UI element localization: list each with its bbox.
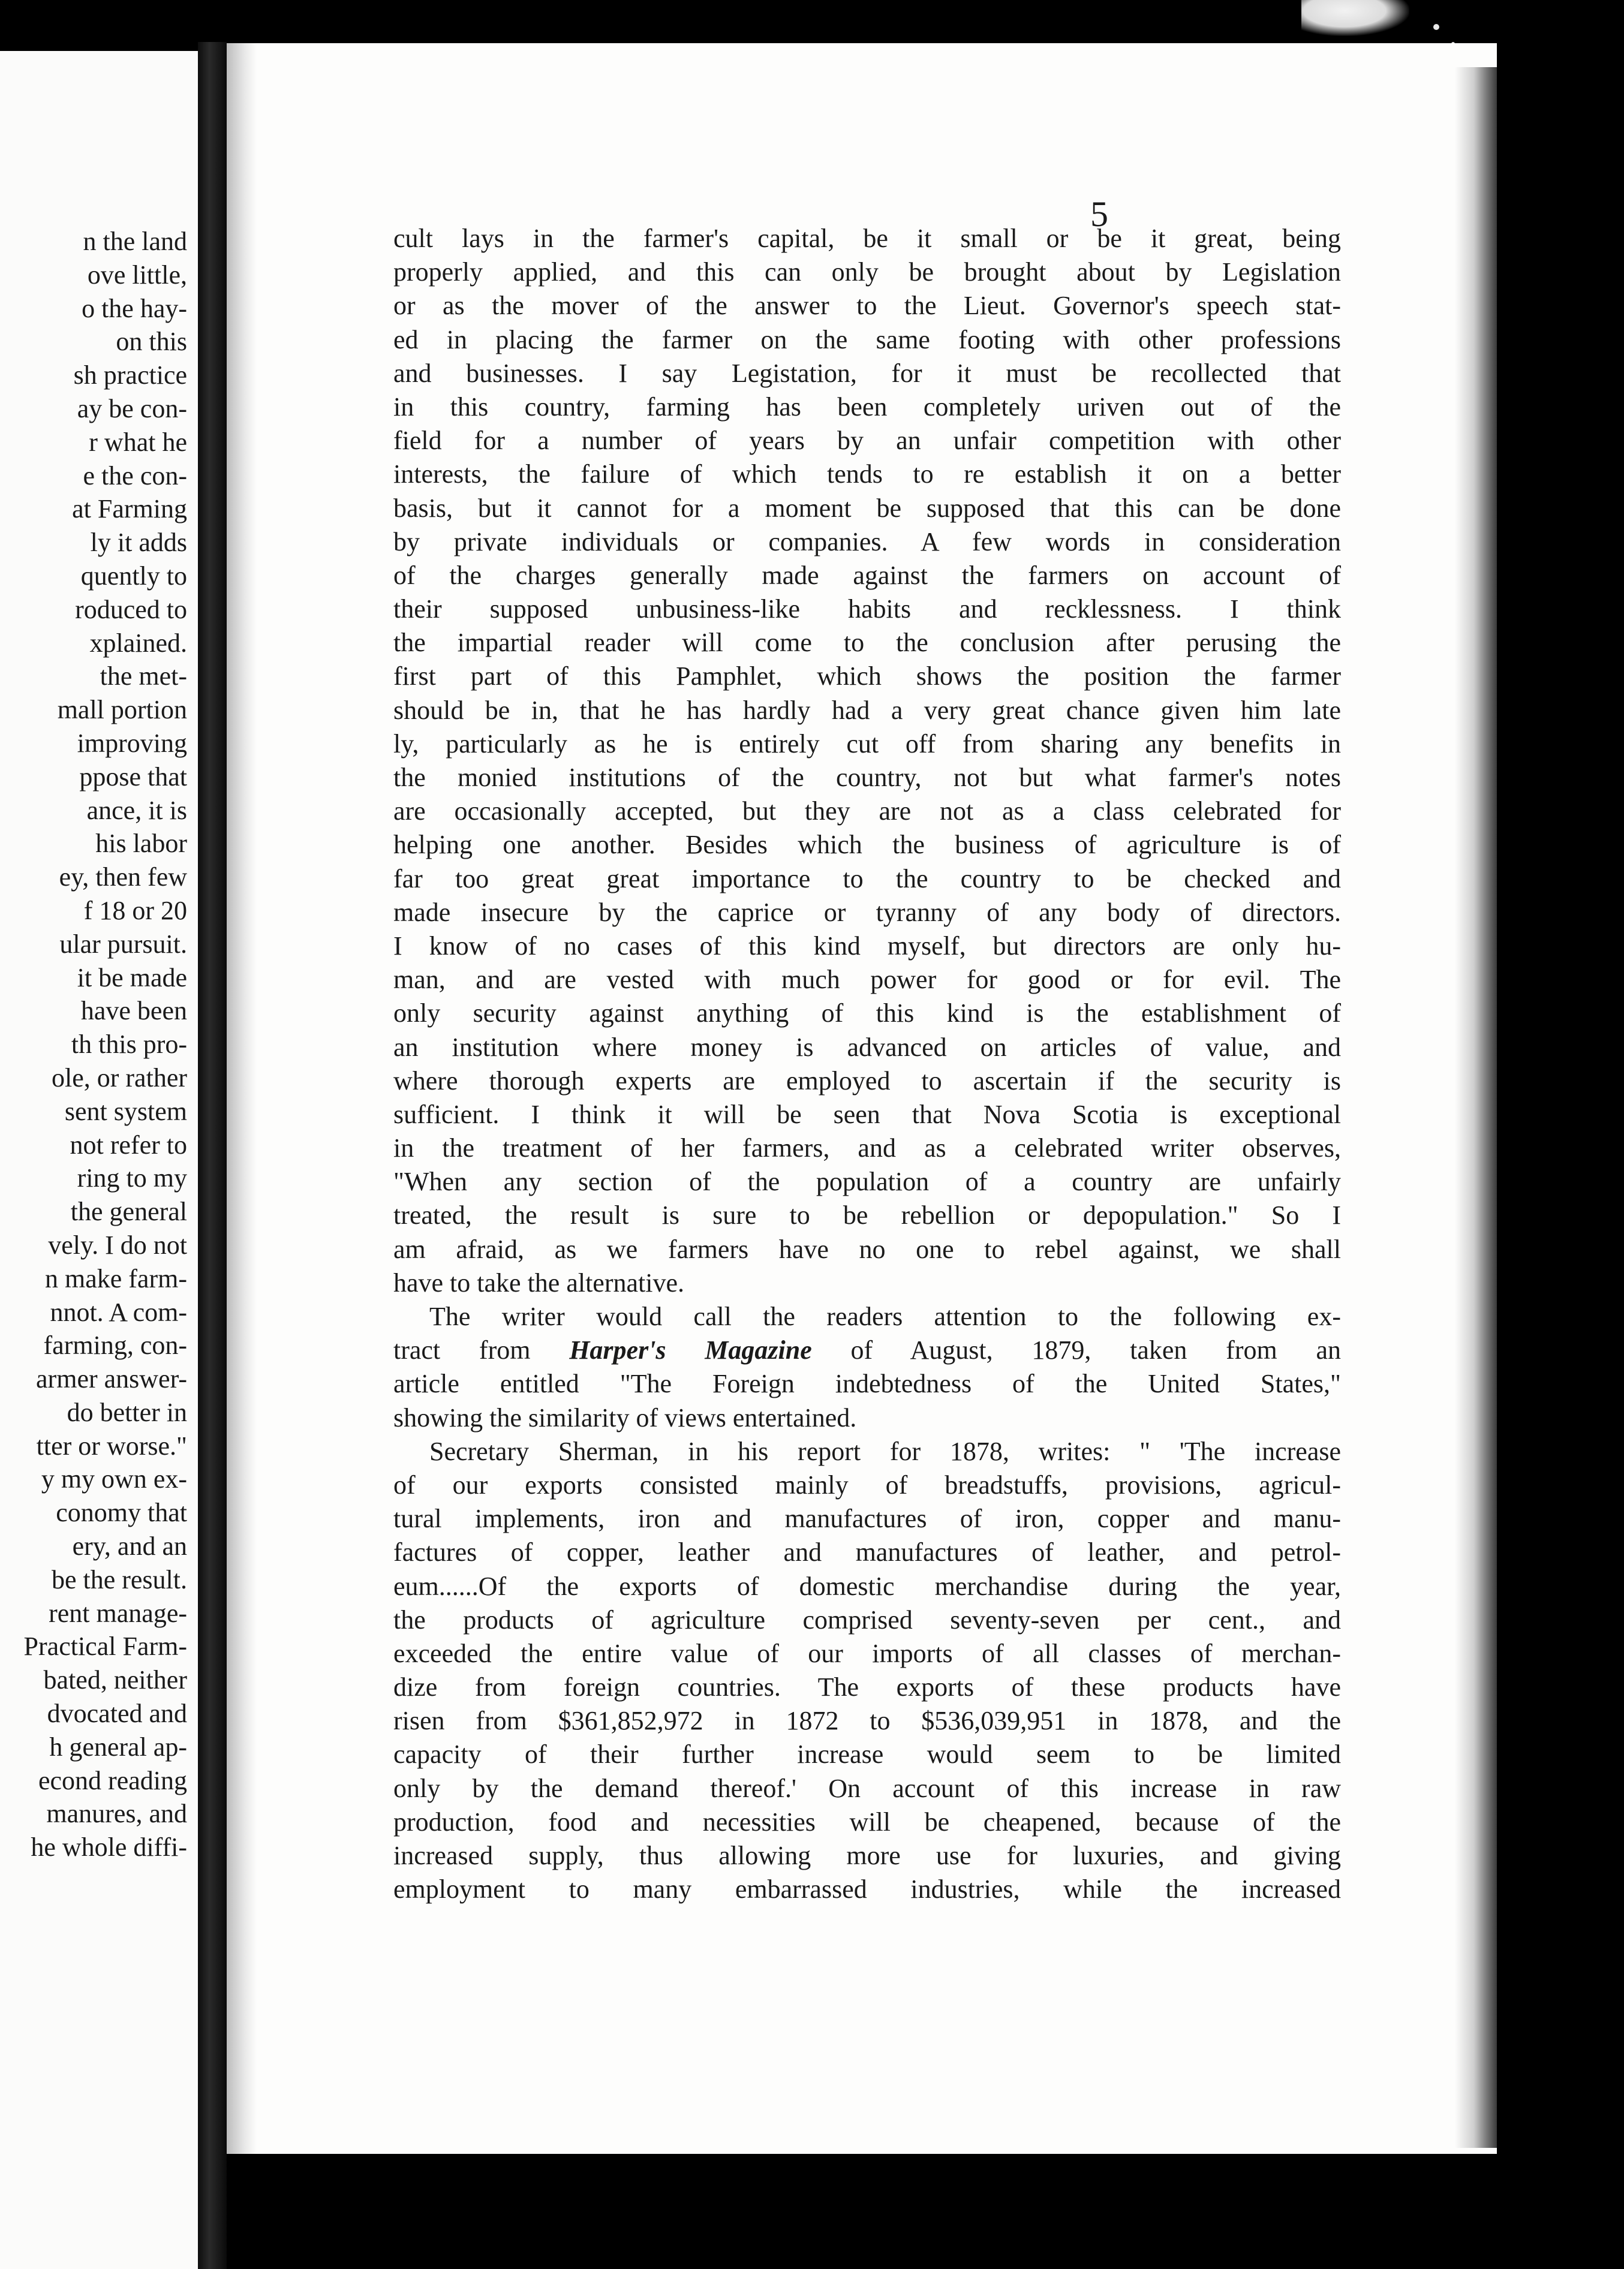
left-page-line: farming, con- xyxy=(43,1331,187,1361)
text-line: factures of copper, leather and manufactures of leather, and petrol- xyxy=(393,1537,1341,1567)
text-line: I know of no cases of this kind myself, but directors are only hu- xyxy=(393,931,1341,961)
page-number: 5 xyxy=(1090,194,1108,234)
left-page-line: h general ap- xyxy=(49,1732,187,1762)
left-page-line: ole, or rather xyxy=(52,1063,187,1093)
text-line: risen from $361,852,972 in 1872 to $536,039,951 in 1878, and the xyxy=(393,1706,1341,1736)
left-page-line: sent system xyxy=(64,1096,187,1126)
text-line: made insecure by the caprice or tyranny of any body of directors. xyxy=(393,897,1341,927)
left-page-line: th this pro- xyxy=(71,1030,187,1060)
left-page-line: n the land xyxy=(83,227,187,256)
left-page-line: vely. I do not xyxy=(48,1230,187,1260)
left-page-line: n make farm- xyxy=(45,1263,187,1293)
left-page-line: r what he xyxy=(89,427,187,457)
left-page-line: dvocated and xyxy=(47,1699,187,1729)
left-page-line: sh practice xyxy=(73,360,187,390)
left-page-line: at Farming xyxy=(72,494,187,524)
page-shade-left xyxy=(227,43,257,2154)
body-text xyxy=(393,222,1341,1906)
text-line: of our exports consisted mainly of breadstuffs, provisions, agricul- xyxy=(393,1470,1341,1500)
text-line: the monied institutions of the country, not but what farmer's notes xyxy=(393,763,1341,792)
left-page-line: improving xyxy=(77,728,187,758)
text-line: am afraid, as we farmers have no one to rebel against, we shall xyxy=(393,1234,1341,1264)
text-line: in this country, farming has been completely uriven out of the xyxy=(393,392,1341,422)
left-page-line: econd reading xyxy=(38,1765,187,1795)
text-line: sufficient. I think it will be seen that Nova Scotia is exceptional xyxy=(393,1099,1341,1129)
left-page-line: quently to xyxy=(80,561,187,591)
text-line: helping one another. Besides which the business of agriculture is of xyxy=(393,830,1341,860)
left-page-line: ppose that xyxy=(79,762,187,792)
text-line: only security against anything of this kind is the establishment of xyxy=(393,998,1341,1028)
left-page-line: nnot. A com- xyxy=(50,1297,187,1327)
text-line: tural implements, iron and manufactures of iron, copper and manu- xyxy=(393,1504,1341,1534)
text-line: capacity of their further increase would seem to be limited xyxy=(393,1740,1341,1770)
scan-blot xyxy=(1301,0,1409,36)
left-page-line: ring to my xyxy=(77,1163,187,1193)
book-gutter xyxy=(198,42,227,2269)
left-page-line: rent manage- xyxy=(49,1598,187,1628)
text-line: treated, the result is sure to be rebellion or depopulation." So I xyxy=(393,1200,1341,1230)
text-line: in the treatment of her farmers, and as a celebrated writer observes, xyxy=(393,1133,1341,1163)
left-page-line: ular pursuit. xyxy=(59,929,187,959)
text-line: the impartial reader will come to the conclusion after perusing the xyxy=(393,628,1341,658)
left-page-line: mall portion xyxy=(57,695,187,725)
text-line: exceeded the entire value of our imports of all classes of merchan- xyxy=(393,1638,1341,1668)
left-page-line: be the result. xyxy=(51,1564,187,1594)
left-page-line: e the con- xyxy=(83,461,187,490)
text-line: "When any section of the population of a country are unfairly xyxy=(393,1167,1341,1197)
text-line: interests, the failure of which tends to re establish it on a better xyxy=(393,459,1341,489)
text-line: eum......Of the exports of domestic merchandise during the year, xyxy=(393,1571,1341,1601)
text-line: the products of agriculture comprised seventy-seven per cent., and xyxy=(393,1605,1341,1635)
text-line: Secretary Sherman, in his report for 1878, writes: " 'The increase xyxy=(429,1436,1341,1466)
text-line: tract from Harper's Magazine of August, 1879, taken from an xyxy=(393,1335,1341,1365)
left-page-line: the met- xyxy=(100,661,187,691)
left-page-line: armer answer- xyxy=(36,1364,187,1394)
text-line: of the charges generally made against the farmers on account of xyxy=(393,560,1341,590)
left-page-line: ery, and an xyxy=(72,1531,187,1561)
left-page-line: have been xyxy=(80,996,187,1026)
text-line: and businesses. I say Legistation, for it must be recollected that xyxy=(393,358,1341,388)
text-line: production, food and necessities will be cheapened, because of the xyxy=(393,1807,1341,1837)
text-line: employment to many embarrassed industries, while the increased xyxy=(393,1874,1341,1904)
left-page-line: xplained. xyxy=(89,628,187,658)
left-page-line: y my own ex- xyxy=(41,1464,187,1494)
text-line: dize from foreign countries. The exports of these products have xyxy=(393,1672,1341,1702)
text-line: where thorough experts are employed to ascertain if the security is xyxy=(393,1066,1341,1096)
left-page-line: roduced to xyxy=(75,594,187,624)
text-line: article entitled "The Foreign indebtedness of the United States," xyxy=(393,1369,1341,1399)
text-line: showing the similarity of views entertained. xyxy=(393,1403,857,1433)
left-page-line: bated, neither xyxy=(43,1665,187,1695)
text-line: should be in, that he has hardly had a very great chance given him late xyxy=(393,695,1341,725)
text-line: or as the mover of the answer to the Lieut. Governor's speech stat- xyxy=(393,291,1341,321)
text-line: by private individuals or companies. A few words in consideration xyxy=(393,526,1341,556)
left-page-line: manures, and xyxy=(46,1799,187,1829)
left-page-line: his labor xyxy=(95,829,187,859)
text-line: have to take the alternative. xyxy=(393,1268,684,1298)
left-page-line: it be made xyxy=(77,962,187,992)
left-page-line: ey, then few xyxy=(59,862,187,892)
paragraph-2 xyxy=(393,1300,1341,1435)
text-line: properly applied, and this can only be brought about by Legislation xyxy=(393,257,1341,287)
text-line: only by the demand thereof.' On account of this increase in raw xyxy=(393,1773,1341,1803)
left-page-line: tter or worse." xyxy=(36,1431,187,1461)
left-page-fragment xyxy=(0,51,198,2269)
left-page-line: ay be con- xyxy=(77,393,187,423)
left-page-line: ance, it is xyxy=(86,795,187,825)
text-line: an institution where money is advanced on articles of value, and xyxy=(393,1032,1341,1062)
left-page-text xyxy=(24,225,187,1864)
text-line: their supposed unbusiness-like habits and recklessness. I think xyxy=(393,594,1341,624)
left-page-line: he whole diffi- xyxy=(31,1832,187,1862)
left-page-line: ly it adds xyxy=(90,528,187,558)
text-line: are occasionally accepted, but they are not as a class celebrated for xyxy=(393,796,1341,826)
text-line: increased supply, thus allowing more use for luxuries, and giving xyxy=(393,1841,1341,1870)
left-page-line: o the hay- xyxy=(82,293,187,323)
left-page-line: conomy that xyxy=(56,1498,187,1528)
left-page-line: ove little, xyxy=(87,260,187,290)
text-line: ly, particularly as he is entirely cut off from sharing any benefits in xyxy=(393,729,1341,759)
left-page-line: on this xyxy=(116,327,187,357)
left-page-line: f 18 or 20 xyxy=(83,895,187,925)
left-page-line: not refer to xyxy=(70,1130,187,1160)
text-line: first part of this Pamphlet, which shows the position the farmer xyxy=(393,661,1341,691)
paragraph-3 xyxy=(393,1435,1341,1907)
text-line: The writer would call the readers attention to the following ex- xyxy=(429,1302,1341,1331)
text-line: basis, but it cannot for a moment be supposed that this can be done xyxy=(393,493,1341,523)
left-page-line: do better in xyxy=(67,1397,187,1427)
text-line: far too great great importance to the country to be checked and xyxy=(393,863,1341,893)
magazine-title: Harper's Magazine xyxy=(569,1335,812,1365)
paragraph-1 xyxy=(393,222,1341,1300)
left-page-line: the general xyxy=(70,1197,187,1227)
text-line: field for a number of years by an unfair competition with other xyxy=(393,426,1341,456)
scan-dot xyxy=(1433,24,1439,30)
text-line: ed in placing the farmer on the same footing with other professions xyxy=(393,324,1341,354)
left-page-line: Practical Farm- xyxy=(23,1632,187,1662)
text-line: cult lays in the farmer's capital, be it small or be it great, being xyxy=(393,224,1341,253)
page-shade-right xyxy=(1455,67,1497,2148)
text-line: man, and are vested with much power for good or for evil. The xyxy=(393,965,1341,995)
